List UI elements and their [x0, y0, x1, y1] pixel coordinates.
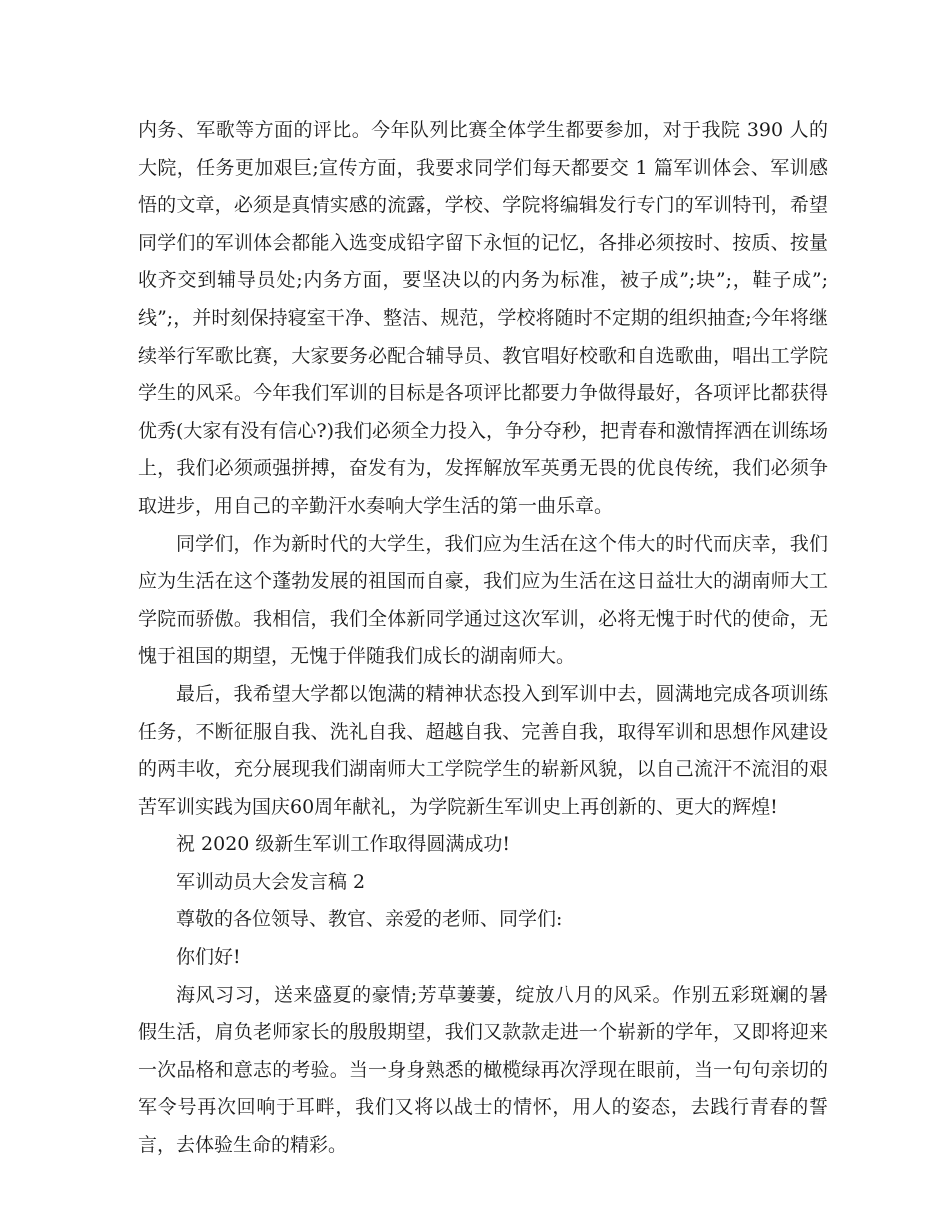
paragraph-students: 同学们，作为新时代的大学生，我们应为生活在这个伟大的时代而庆幸，我们应为生活在这个蓬勃发展的祖国而自豪，我们应为生活在这日益壮大的湖南师大工学院而骄傲。我相信，我们全体新同学通过这次军训，必将无愧于时代的使命，无愧于祖国的期望，无愧于伴随我们成长的湖南师大。	[138, 532, 828, 668]
paragraph-opening: 海风习习，送来盛夏的豪情;芳草萋萋，绽放八月的风采。作别五彩斑斓的暑假生活，肩负老师家长的殷殷期望，我们又款款走进一个崭新的学年，又即将迎来一次品格和意志的考验。当一身身熟悉的橄榄绿再次浮现在眼前，当一句句亲切的军令号再次回响于耳畔，我们又将以战士的情怀，用人的姿态，去践行青春的誓言，去体验生命的精彩。	[138, 983, 828, 1157]
paragraph-finally: 最后，我希望大学都以饱满的精神状态投入到军训中去，圆满地完成各项训练任务，不断征服自我、洗礼自我、超越自我、完善自我，取得军训和思想作风建设的两丰收，充分展现我们湖南师大工学院学生的崭新风貌，以自己流汗不流泪的艰苦军训实践为国庆60周年献礼，为学院新生军训史上再创新的、更大的辉煌!	[138, 682, 828, 818]
document-body	[138, 112, 828, 1165]
salutation: 尊敬的各位领导、教官、亲爱的老师、同学们:	[176, 908, 563, 931]
paragraph-wish: 祝 2020 级新生军训工作取得圆满成功!	[176, 833, 511, 856]
paragraph-continued: 内务、军歌等方面的评比。今年队列比赛全体学生都要参加，对于我院 390 人的大院，任务更加艰巨;宣传方面，我要求同学们每天都要交 1 篇军训体会、军训感悟的文章，必须是真情实感的流露，学校、学院将编辑发行专门的军训特刊，希望同学们的军训体会都能入选变成铅字留下永恒的记忆，各排必须按时、按质、按量收齐交到辅导员处;内务方面，要坚决以的内务为标准，被子成”;块”;，鞋子成”;线”;，并时刻保持寝室干净、整洁、规范，学校将随时不定期的组织抽查;今年将继续举行军歌比赛，大家要务必配合辅导员、教官唱好校歌和自选歌曲，唱出工学院学生的风采。今年我们军训的目标是各项评比都要力争做得最好，各项评比都获得优秀(大家有没有信心?)我们必须全力投入，争分夺秒，把青春和激情挥洒在训练场上，我们必须顽强拼搏，奋发有为，发挥解放军英勇无畏的优良传统，我们必须争取进步，用自己的辛勤汗水奏响大学生活的第一曲乐章。	[138, 119, 829, 517]
greeting: 你们好!	[176, 946, 241, 969]
section-heading: 军训动员大会发言稿 2	[176, 870, 366, 893]
